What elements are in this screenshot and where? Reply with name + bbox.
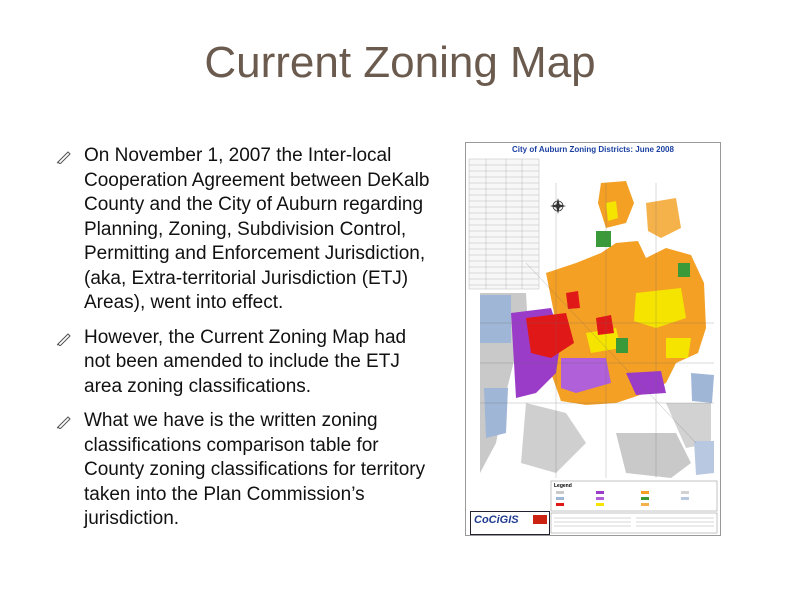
logo-text: CoCiGIS: [474, 514, 519, 526]
map-legend: [551, 481, 717, 511]
zoning-data-table: [469, 159, 539, 289]
bullet-item: [52, 409, 437, 532]
slide-title: Current Zoning Map: [204, 38, 596, 87]
pen-writing-icon: [56, 415, 72, 429]
map-title: City of Auburn Zoning Districts: June 2008: [512, 145, 674, 154]
auburn-badge-icon: [533, 515, 547, 524]
bullet-text: What we have is the written zoning classifications comparison table for County zoning classifications for territory taken into the Plan Commission’s jurisdiction.: [84, 410, 426, 529]
zoning-map-graphic: [466, 143, 720, 535]
bullet-text: On November 1, 2007 the Inter-local Cooperation Agreement between DeKalb County and the City of Auburn regarding Planning, Zoning, Subdivision Control, Permitting and Enforcement Jurisdiction, (aka, Extra-territorial Jurisdiction (ETJ) Areas), went into effect.: [84, 145, 430, 313]
compass-icon: [550, 198, 566, 214]
pen-writing-icon: [56, 332, 72, 346]
bullet-text: However, the Current Zoning Map had not been amended to include the ETJ area zoning classifications.: [84, 326, 407, 397]
map-notes: [551, 513, 717, 533]
pen-writing-icon: [56, 150, 72, 164]
legend-title: Legend: [554, 483, 572, 489]
cocigis-logo: [470, 511, 550, 535]
bullet-item: [52, 144, 437, 316]
bullet-item: [52, 326, 437, 400]
bullet-list: [52, 144, 437, 542]
zoning-map-image: [465, 142, 721, 536]
